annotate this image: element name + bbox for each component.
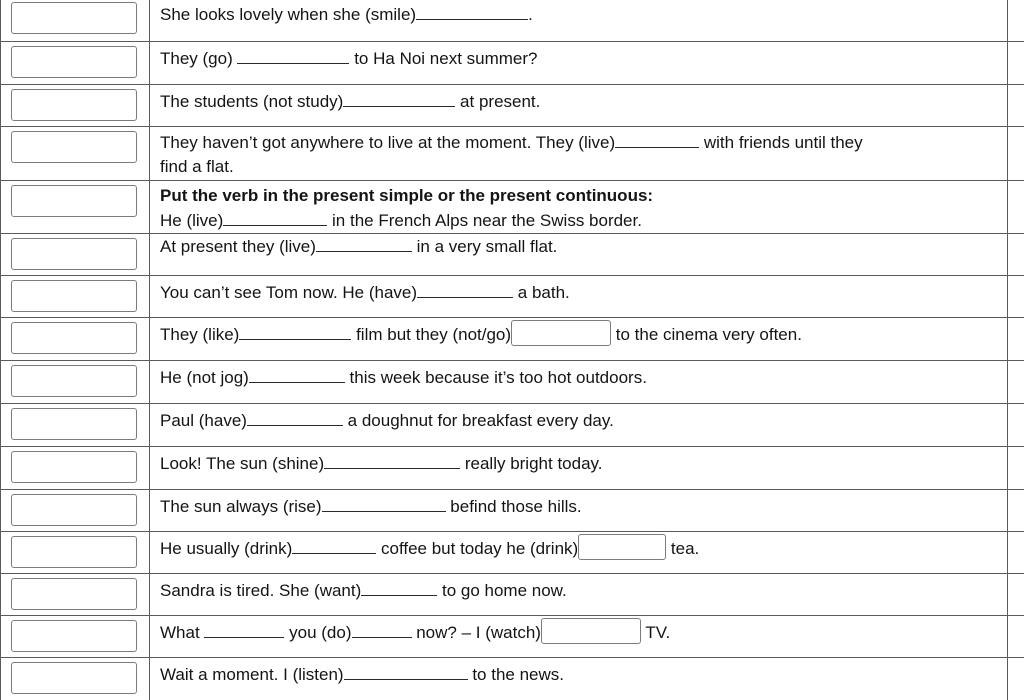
answer-cell <box>0 234 150 275</box>
answer-box[interactable] <box>11 365 137 397</box>
sentence-text: to go home now. <box>437 581 567 600</box>
sentence-text: They (like) <box>160 325 240 344</box>
answer-box[interactable] <box>11 185 137 217</box>
answer-cell <box>0 181 150 233</box>
sentence-text: . <box>528 5 533 24</box>
sentence-text: in the French Alps near the Swiss border. <box>327 211 642 230</box>
row-border <box>1007 318 1008 360</box>
row-border <box>1007 85 1008 126</box>
answer-blank[interactable] <box>343 92 455 107</box>
exercise-row <box>0 574 1024 616</box>
exercise-sentence <box>160 280 984 305</box>
answer-box[interactable] <box>11 578 137 610</box>
answer-cell <box>0 127 150 180</box>
answer-blank[interactable] <box>316 237 412 252</box>
sentence-text: Sandra is tired. She (want) <box>160 581 362 600</box>
sentence-text: find a flat. <box>160 157 234 176</box>
sentence-text: They haven’t got anywhere to live at the moment. They (live) <box>160 133 616 152</box>
answer-box[interactable] <box>11 620 137 652</box>
sentence-text: Look! The sun (shine) <box>160 454 325 473</box>
answer-blank[interactable] <box>223 211 327 226</box>
section-heading: Put the verb in the present simple or the present continuous: <box>160 186 654 205</box>
answer-blank[interactable] <box>361 581 437 596</box>
exercise-sentence <box>160 494 984 519</box>
answer-box[interactable] <box>11 280 137 312</box>
answer-blank[interactable] <box>249 368 345 383</box>
answer-cell <box>0 42 150 84</box>
answer-cell <box>0 658 150 700</box>
sentence-text: a doughnut for breakfast every day. <box>342 411 614 430</box>
exercise-sentence <box>160 662 984 687</box>
row-border <box>1007 234 1008 275</box>
row-border <box>1007 276 1008 317</box>
exercise-sentence <box>160 2 984 27</box>
answer-blank[interactable] <box>352 623 412 638</box>
answer-box[interactable] <box>11 2 137 34</box>
exercise-sentence <box>160 536 984 561</box>
row-border <box>1007 0 1008 41</box>
answer-cell <box>0 616 150 657</box>
answer-box[interactable] <box>11 536 137 568</box>
exercise-sentence <box>160 89 984 114</box>
row-border <box>1007 532 1008 573</box>
exercise-sentence <box>160 451 984 476</box>
answer-cell <box>0 532 150 573</box>
answer-box[interactable] <box>11 89 137 121</box>
exercise-row <box>0 0 1024 42</box>
answer-cell <box>0 318 150 360</box>
exercise-sentence <box>160 46 984 71</box>
answer-blank[interactable] <box>344 665 468 680</box>
answer-box[interactable] <box>511 320 611 346</box>
sentence-text: coffee but today he (drink) <box>376 539 579 558</box>
answer-cell <box>0 574 150 615</box>
answer-box[interactable] <box>11 322 137 354</box>
sentence-text: He (live) <box>160 211 224 230</box>
answer-box[interactable] <box>11 451 137 483</box>
answer-blank[interactable] <box>237 49 349 64</box>
exercise-sentence <box>160 408 984 433</box>
answer-blank[interactable] <box>615 133 699 148</box>
sentence-text: The students (not study) <box>160 92 344 111</box>
answer-blank[interactable] <box>239 325 351 340</box>
row-border <box>1007 42 1008 84</box>
answer-cell <box>0 404 150 446</box>
answer-blank[interactable] <box>247 411 343 426</box>
exercise-row <box>0 276 1024 318</box>
row-border <box>1007 447 1008 489</box>
sentence-text: Wait a moment. I (listen) <box>160 665 344 684</box>
exercise-row <box>0 234 1024 276</box>
row-border <box>1007 361 1008 403</box>
exercise-row <box>0 616 1024 658</box>
answer-cell <box>0 85 150 126</box>
answer-blank[interactable] <box>324 454 460 469</box>
exercise-row <box>0 127 1024 181</box>
answer-cell <box>0 361 150 403</box>
answer-blank[interactable] <box>416 5 528 20</box>
sentence-text: He usually (drink) <box>160 539 293 558</box>
row-border <box>1007 616 1008 657</box>
answer-blank[interactable] <box>292 539 376 554</box>
sentence-text: a bath. <box>513 283 570 302</box>
answer-blank[interactable] <box>204 623 284 638</box>
sentence-text: to the cinema very often. <box>611 325 802 344</box>
answer-cell <box>0 447 150 489</box>
answer-box[interactable] <box>578 534 666 560</box>
sentence-text: At present they (live) <box>160 237 316 256</box>
exercise-sentence <box>160 365 984 390</box>
exercise-row <box>0 447 1024 490</box>
sentence-text: She looks lovely when she (smile) <box>160 5 417 24</box>
sentence-text: The sun always (rise) <box>160 497 322 516</box>
answer-blank[interactable] <box>417 283 513 298</box>
sentence-text: with friends until they <box>699 133 863 152</box>
row-border <box>1007 490 1008 531</box>
sentence-text: now? – I (watch) <box>411 623 541 642</box>
exercise-row <box>0 318 1024 361</box>
sentence-text: TV. <box>640 623 671 642</box>
answer-box[interactable] <box>11 408 137 440</box>
answer-box[interactable] <box>11 131 137 163</box>
answer-box[interactable] <box>11 46 137 78</box>
exercise-row <box>0 404 1024 447</box>
sentence-text: Paul (have) <box>160 411 247 430</box>
row-border <box>1007 404 1008 446</box>
exercise-row <box>0 85 1024 127</box>
row-border <box>1007 658 1008 700</box>
answer-box[interactable] <box>11 662 137 694</box>
exercise-sentence <box>160 234 984 259</box>
sentence-text: to Ha Noi next summer? <box>349 49 538 68</box>
answer-box[interactable] <box>11 494 137 526</box>
sentence-text: in a very small flat. <box>411 237 558 256</box>
answer-cell <box>0 0 150 41</box>
exercise-row <box>0 42 1024 85</box>
row-border <box>1007 127 1008 180</box>
exercise-row <box>0 658 1024 700</box>
row-border <box>1007 574 1008 615</box>
exercise-sentence <box>160 183 984 233</box>
sentence-text: film but they (not/go) <box>351 325 512 344</box>
exercise-sentence <box>160 322 984 347</box>
exercise-row <box>0 532 1024 574</box>
answer-box[interactable] <box>541 618 641 644</box>
sentence-text: He (not jog) <box>160 368 249 387</box>
answer-blank[interactable] <box>322 497 446 512</box>
sentence-text: this week because it’s too hot outdoors. <box>344 368 647 387</box>
sentence-text: befind those hills. <box>445 497 582 516</box>
exercise-row <box>0 490 1024 532</box>
answer-box[interactable] <box>11 238 137 270</box>
answer-cell <box>0 490 150 531</box>
exercise-sentence <box>160 131 984 179</box>
row-border <box>1007 181 1008 233</box>
sentence-text: you (do) <box>284 623 352 642</box>
sentence-text: really bright today. <box>460 454 603 473</box>
sentence-text: at present. <box>455 92 541 111</box>
sentence-text: What <box>160 623 205 642</box>
sentence-text: to the news. <box>467 665 564 684</box>
exercise-row <box>0 181 1024 234</box>
sentence-text: tea. <box>666 539 700 558</box>
sentence-text: You can’t see Tom now. He (have) <box>160 283 418 302</box>
exercise-row <box>0 361 1024 404</box>
exercise-sentence <box>160 578 984 603</box>
sentence-text: They (go) <box>160 49 238 68</box>
exercise-sentence <box>160 620 984 645</box>
answer-cell <box>0 276 150 317</box>
